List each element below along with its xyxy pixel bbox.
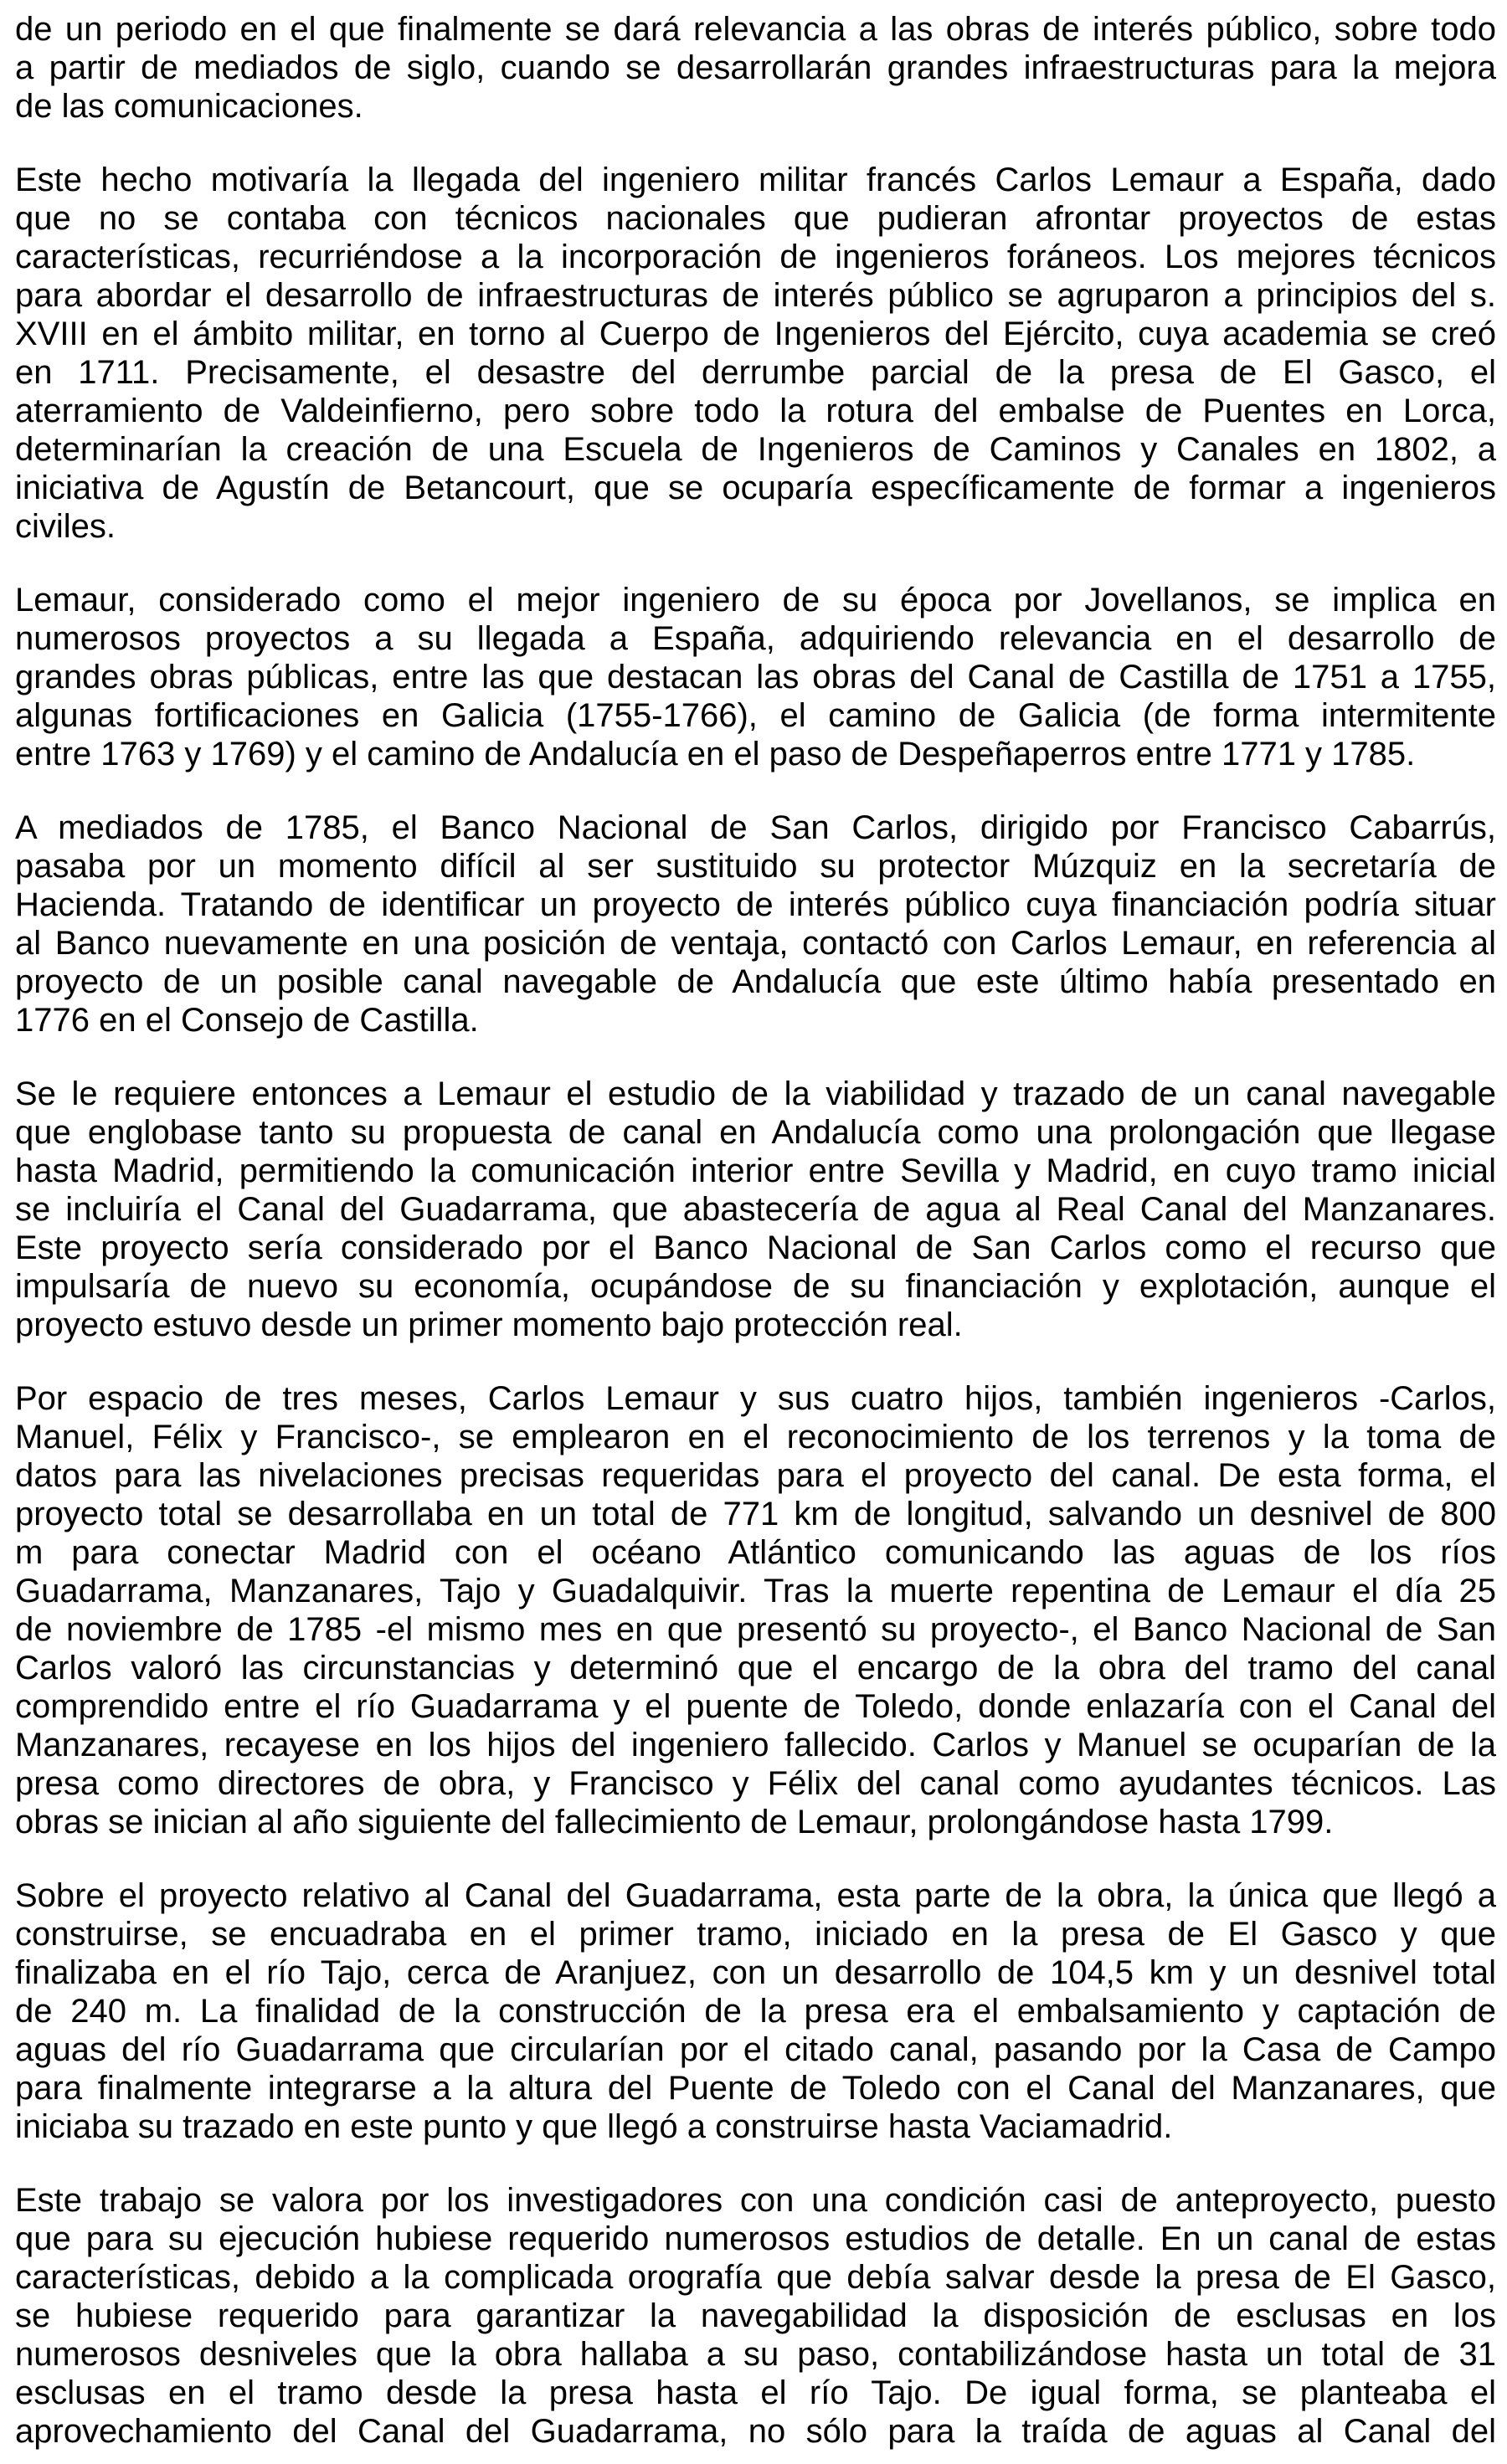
text-line: m para conectar Madrid con el océano Atlántico comunicando las aguas de los ríos [15, 1534, 1496, 1571]
text-line: de 240 m. La finalidad de la construcción de la presa era el embalsamiento y captación de [15, 1993, 1496, 2030]
text-line: aprovechamiento del Canal del Guadarrama, no sólo para la traída de aguas al Canal del [15, 2413, 1496, 2450]
paragraph [15, 1379, 1496, 1841]
text-line: proyecto estuvo desde un primer momento bajo protección real. [15, 1306, 963, 1343]
text-line: Hacienda. Tratando de identificar un proyecto de interés público cuya financiación podría situar [15, 886, 1496, 923]
text-line: Se le requiere entonces a Lemaur el estudio de la viabilidad y trazado de un canal navegable [15, 1075, 1496, 1112]
text-line: de un periodo en el que finalmente se dará relevancia a las obras de interés público, sobre todo [15, 11, 1496, 48]
text-line: Manuel, Félix y Francisco-, se emplearon en el reconocimiento de los terrenos y la toma de [15, 1419, 1496, 1455]
text-line: aterramiento de Valdeinfierno, pero sobre todo la rotura del embalse de Puentes en Lorca, [15, 393, 1496, 429]
text-line: Manzanares, recayese en los hijos del ingeniero fallecido. Carlos y Manuel se ocuparían de la [15, 1727, 1496, 1763]
text-line: impulsaría de nuevo su economía, ocupándose de su financiación y explotación, aunque el [15, 1268, 1496, 1305]
text-line: Sobre el proyecto relativo al Canal del Guadarrama, esta parte de la obra, la única que llegó a [15, 1877, 1496, 1914]
text-line: que para su ejecución hubiese requerido numerosos estudios de detalle. En un canal de estas [15, 2220, 1496, 2257]
text-line: grandes obras públicas, entre las que destacan las obras del Canal de Castilla de 1751 a 1755, [15, 659, 1496, 696]
text-line: en 1711. Precisamente, el desastre del derrumbe parcial de la presa de El Gasco, el [15, 354, 1496, 391]
text-line: A mediados de 1785, el Banco Nacional de San Carlos, dirigido por Francisco Cabarrús, [15, 809, 1496, 846]
text-line: hasta Madrid, permitiendo la comunicación interior entre Sevilla y Madrid, en cuyo tramo inicial [15, 1152, 1496, 1189]
text-line: Por espacio de tres meses, Carlos Lemaur y sus cuatro hijos, también ingenieros -Carlos, [15, 1380, 1496, 1417]
text-line: para finalmente integrarse a la altura del Puente de Toledo con el Canal del Manzanares, que [15, 2070, 1496, 2107]
text-line: obras se inician al año siguiente del fallecimiento de Lemaur, prolongándose hasta 1799. [15, 1804, 1334, 1840]
text-line: aguas del río Guadarrama que circularían por el citado canal, pasando por la Casa de Campo [15, 2031, 1496, 2068]
paragraph [15, 581, 1496, 773]
paragraph [15, 161, 1496, 546]
text-line: Carlos valoró las circunstancias y determinó que el encargo de la obra del tramo del canal [15, 1650, 1496, 1686]
text-line: numerosos proyectos a su llegada a España, adquiriendo relevancia en el desarrollo de [15, 620, 1496, 657]
text-line: Este trabajo se valora por los investigadores con una condición casi de anteproyecto, puesto [15, 2182, 1496, 2219]
text-line: de las comunicaciones. [15, 88, 363, 125]
text-line: iniciativa de Agustín de Betancourt, que se ocuparía específicamente de formar a ingenieros [15, 470, 1496, 506]
text-line: se incluiría el Canal del Guadarrama, que abastecería de agua al Real Canal del Manzanares. [15, 1191, 1496, 1228]
text-line: Guadarrama, Manzanares, Tajo y Guadalquivir. Tras la muerte repentina de Lemaur el día 25 [15, 1573, 1496, 1609]
text-line: de noviembre de 1785 -el mismo mes en que presentó su proyecto-, el Banco Nacional de San [15, 1611, 1496, 1648]
paragraph [15, 808, 1496, 1040]
text-line: datos para las nivelaciones precisas requeridas para el proyecto del canal. De esta forma, el [15, 1457, 1496, 1494]
text-line: XVIII en el ámbito militar, en torno al Cuerpo de Ingenieros del Ejército, cuya academia se creó [15, 316, 1496, 352]
paragraph [15, 1075, 1496, 1344]
text-line: al Banco nuevamente en una posición de ventaja, contactó con Carlos Lemaur, en referencia al [15, 925, 1496, 962]
text-line: Lemaur, considerado como el mejor ingeniero de su época por Jovellanos, se implica en [15, 582, 1496, 619]
text-line: para abordar el desarrollo de infraestructuras de interés público se agruparon a principios del s. [15, 277, 1496, 314]
text-line: pasaba por un momento difícil al ser sustituido su protector Múzquiz en la secretaría de [15, 848, 1496, 885]
text-line: se hubiese requerido para garantizar la navegabilidad la disposición de esclusas en los [15, 2297, 1496, 2334]
text-line: Este hecho motivaría la llegada del ingeniero militar francés Carlos Lemaur a España, dado [15, 162, 1496, 198]
text-line: comprendido entre el río Guadarrama y el puente de Toledo, donde enlazaría con el Canal del [15, 1688, 1496, 1725]
text-line: civiles. [15, 508, 116, 545]
text-line: que no se contaba con técnicos nacionales que pudieran afrontar proyectos de estas [15, 200, 1496, 237]
text-line: características, debido a la complicada orografía que debía salvar desde la presa de El Gasco, [15, 2259, 1496, 2296]
text-line: esclusas en el tramo desde la presa hasta el río Tajo. De igual forma, se planteaba el [15, 2374, 1496, 2411]
text-line: iniciaba su trazado en este punto y que llegó a construirse hasta Vaciamadrid. [15, 2108, 1173, 2145]
text-line: presa como directores de obra, y Francisco y Félix del canal como ayudantes técnicos. Las [15, 1765, 1496, 1802]
text-line: construirse, se encuadraba en el primer tramo, iniciado en la presa de El Gasco y que [15, 1916, 1496, 1953]
text-line: proyecto de un posible canal navegable de Andalucía que este último había presentado en [15, 963, 1496, 1000]
text-line: características, recurriéndose a la incorporación de ingenieros foráneos. Los mejores técnicos [15, 239, 1496, 275]
text-line: Este proyecto sería considerado por el Banco Nacional de San Carlos como el recurso que [15, 1229, 1496, 1266]
text-line: finalizaba en el río Tajo, cerca de Aranjuez, con un desarrollo de 104,5 km y un desnivel total [15, 1954, 1496, 1991]
text-line: a partir de mediados de siglo, cuando se desarrollarán grandes infraestructuras para la mejora [15, 49, 1496, 86]
text-line: que englobase tanto su propuesta de canal en Andalucía como una prolongación que llegase [15, 1114, 1496, 1151]
text-line: determinarían la creación de una Escuela de Ingenieros de Caminos y Canales en 1802, a [15, 431, 1496, 468]
text-line: entre 1763 y 1769) y el camino de Andalucía en el paso de Despeñaperros entre 1771 y 1785. [15, 736, 1416, 773]
text-line: proyecto total se desarrollaba en un total de 771 km de longitud, salvando un desnivel de 800 [15, 1496, 1496, 1532]
text-line: algunas fortificaciones en Galicia (1755-1766), el camino de Galicia (de forma intermitente [15, 697, 1496, 734]
text-line: numerosos desniveles que la obra hallaba a su paso, contabilizándose hasta un total de 31 [15, 2336, 1496, 2373]
text-line: 1776 en el Consejo de Castilla. [15, 1002, 479, 1039]
paragraph [15, 2181, 1496, 2451]
paragraph [15, 1876, 1496, 2146]
paragraph [15, 10, 1496, 126]
